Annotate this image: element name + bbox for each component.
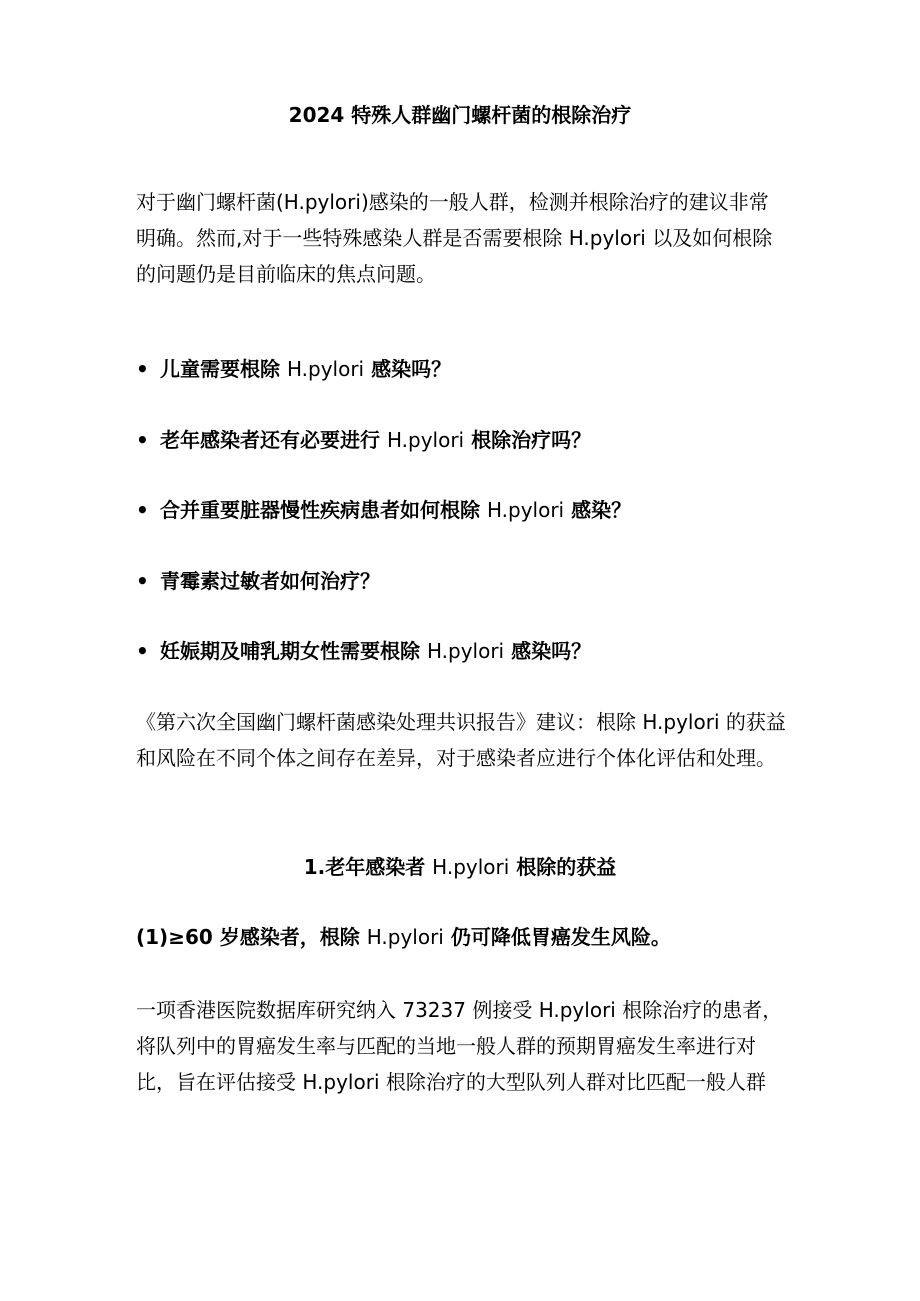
bullet-item: • 合并重要脏器慢性疾病患者如何根除 H.pylori 感染？: [136, 495, 788, 525]
intro-paragraph: 对于幽门螺杆菌(H.pylori)感染的一般人群，检测并根除治疗的建议非常明确。然而,对于一些特殊感染人群是否需要根除 H.pylori 以及如何根除的问题仍是目前临床的焦点问题。: [136, 190, 773, 286]
subsection-heading: (1)≥60 岁感染者，根除 H.pylori 仍可降低胃癌发生风险。: [136, 925, 671, 949]
bullet-icon: •: [136, 428, 149, 452]
bullet-icon: •: [136, 569, 149, 593]
bullet-item: • 青霉素过敏者如何治疗？: [136, 566, 788, 596]
section-heading: 1.老年感染者 H.pylori 根除的获益: [303, 855, 617, 879]
bullet-icon: •: [136, 639, 149, 663]
bullet-item: • 老年感染者还有必要进行 H.pylori 根除治疗吗？: [136, 425, 788, 455]
bullet-icon: •: [136, 498, 149, 522]
consensus-paragraph: 《第六次全国幽门螺杆菌感染处理共识报告》建议：根除 H.pylori 的获益和风险在不同个体之间存在差异，对于感染者应进行个体化评估和处理。: [136, 710, 786, 770]
bullet-item: • 妊娠期及哺乳期女性需要根除 H.pylori 感染吗？: [136, 636, 788, 666]
bullet-icon: •: [136, 357, 149, 381]
bullet-item: • 儿童需要根除 H.pylori 感染吗？: [136, 354, 788, 384]
document-title: 2024 特殊人群幽门螺杆菌的根除治疗: [288, 103, 632, 127]
study-paragraph: 一项香港医院数据库研究纳入 73237 例接受 H.pylori 根除治疗的患者，将队列中的胃癌发生率与匹配的当地一般人群的预期胃癌发生率进行对比，旨在评估接受 H.pylori 根除治疗的大型队列人群对比匹配一般人群: [136, 998, 783, 1094]
